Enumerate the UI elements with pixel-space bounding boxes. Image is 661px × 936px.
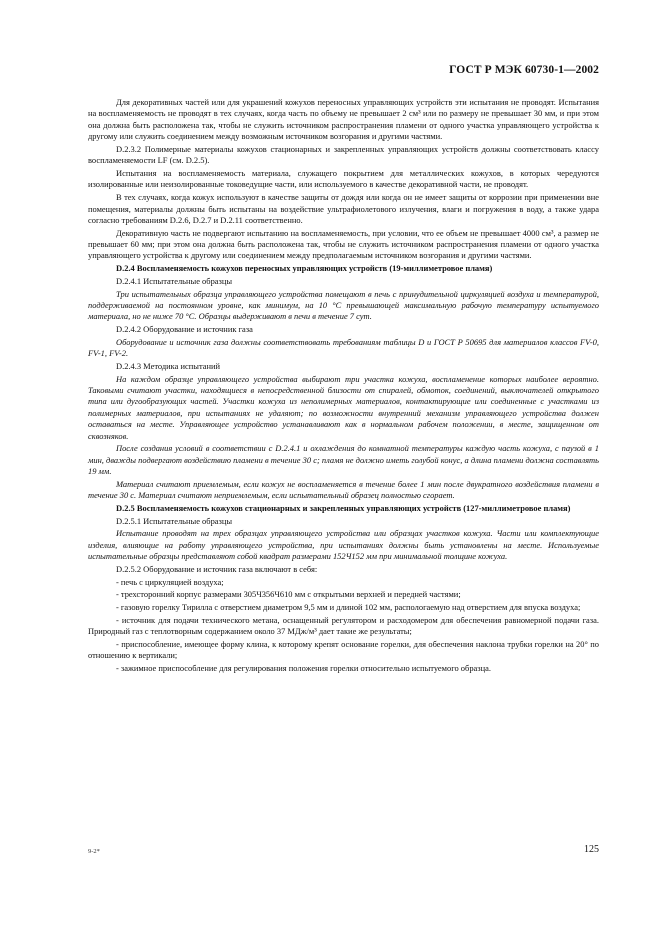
paragraph-italic: На каждом образце управляющего устройства выбирают три участка кожуха, воспламенение которых наиболее вероятно. Таковыми считают участки, находящиеся в непосредственной близости от спиралей, обмоток, соединений, выключателей открытого типа или дугообразующих частей. Участки кожуха из неполимерных материалов, контактирующие или соединенные с участками из полимерных материалов, при испытаниях не удаляют; по возможности внутренний механизм управляющего устройства должен оставаться на месте. Управляющее устройство устанавливают как в нормальном рабочем положении, в месте, защищенном от сквозняков.: [88, 373, 599, 441]
section-heading-d25: D.2.5 Воспламеняемость кожухов стационарных и закрепленных управляющих устройств (127-миллиметровое пламя): [116, 502, 571, 513]
paragraph: В тех случаях, когда кожух используют в качестве защиты от дождя или когда он не имеет защиты от коррозии при применении вне помещения, материалы должны быть испытаны на воздействие ультрафиолетового излучения, влаги и погружения в воду, а также удара согласно требованиям D.2.6, D.2.7 и D.2.11 соответственно.: [88, 192, 599, 225]
list-item: - печь с циркуляцией воздуха;: [116, 576, 224, 587]
page-number: 125: [584, 844, 599, 855]
paragraph: Декоративную часть не подвергают испытанию на воспламеняемость, при условии, что ее объем не превышает 4000 см³, а размер не превышает 60 мм; при этом она должна быть расположена так, чтобы не служить источником распространения пламени от одного участка управляющего устройства к другому или соединением между предполагаемым источником возгорания и другими частями.: [88, 227, 599, 261]
paragraph-italic: Три испытательных образца управляющего устройства помещают в печь с принудительной циркуляцией воздуха и температурой, поддерживаемой на постоянном уровне, как минимум, на 10 °С превышающей максимальную рабочую температуру испытуемого материала, но не ниже 70 °С. Образцы выдерживают в печи в течение 7 сут.: [88, 288, 599, 322]
footer-signature-mark: 9-2*: [88, 848, 100, 855]
paragraph: Испытания на воспламеняемость материала, служащего покрытием для металлических кожухов, в которых чередуются изолированные или неизолированные токоведущие части, или используемого в качестве декоративной части, не проводят.: [88, 168, 599, 190]
subsection-heading: D.2.5.2 Оборудование и источник газа включают в себя:: [116, 563, 318, 574]
subsection-heading: D.2.5.1 Испытательные образцы: [116, 515, 233, 526]
list-item: - трехсторонний корпус размерами 305Ч356Ч610 мм с открытыми верхней и передней частями;: [116, 589, 461, 600]
list-item: - приспособление, имеющее форму клина, к которому крепят основание горелки, для обеспечения наклона трубки горелки на 20° по отношению к вертикали;: [88, 638, 599, 661]
subsection-heading: D.2.4.3 Методика испытаний: [116, 360, 221, 371]
paragraph: Для декоративных частей или для украшений кожухов переносных управляющих устройств эти испытания не проводят. Испытания на воспламеняемость не проводят в тех случаях, когда часть по объему не превышает 2 см³ или по размеру не превышает 30 мм, и при этом она должна быть расположена так, чтобы не служить источником распространения пламени от одного участка управляющего устройства к другому или служить соединением между возможным источником возгорания и другими частями.: [88, 97, 599, 142]
document-body: [88, 97, 599, 676]
paragraph-italic: Испытание проводят на трех образцах управляющего устройства или образцах участков кожуха. Части или комплектующие изделия, влияющие на работу управляющего устройства, при испытаниях должны быть установлены на месте. Используемые испытательные образцы представляют собой квадрат размерами 152Ч152 мм при минимальной толщине кожуха.: [88, 528, 599, 562]
document-header: ГОСТ Р МЭК 60730-1—2002: [449, 64, 599, 76]
subsection-heading: D.2.4.2 Оборудование и источник газа: [116, 324, 253, 335]
subsection-heading: D.2.4.1 Испытательные образцы: [116, 275, 233, 286]
paragraph: D.2.3.2 Полимерные материалы кожухов стационарных и закрепленных управляющих устройств должны соответствовать классу воспламеняемости LF (см. D.2.5).: [88, 143, 599, 166]
paragraph-italic: Оборудование и источник газа должны соответствовать требованиям таблицы D и ГОСТ Р 50695 для материалов классов FV-0, FV-1, FV-2.: [88, 336, 599, 359]
list-item: - газовую горелку Тирилла с отверстием диаметром 9,5 мм и длиной 102 мм, распологаемую над отверстием для впуска воздуха;: [116, 602, 581, 612]
section-heading-d24: D.2.4 Воспламеняемость кожухов переносных управляющих устройств (19-миллиметровое пламя): [116, 263, 493, 274]
paragraph-italic: После создания условий в соответствии с D.2.4.1 и охлаждения до комнатной температуры каждую часть кожуха, с паузой в 1 мин, дважды подвергают воздействию пламени в течение 30 с; пламя не должно иметь голубой конус, а длина пламени должна составлять 19 мм.: [88, 443, 599, 477]
list-item: - источник для подачи технического метана, оснащенный регулятором и расходомером для обеспечения равномерной подачи газа. Природный газ с теплотворным содержанием около 37 МДж/м³ дает такие же результаты;: [88, 614, 599, 637]
list-item: - зажимное приспособление для регулирования положения горелки относительно испытуемого образца.: [116, 662, 491, 673]
paragraph-italic: Материал считают приемлемым, если кожух не воспламеняется в течение более 1 мин после двукратного воздействия пламени в течение 30 с. Материал считают неприемлемым, если испытательный образец полностью сгорает.: [88, 478, 599, 501]
